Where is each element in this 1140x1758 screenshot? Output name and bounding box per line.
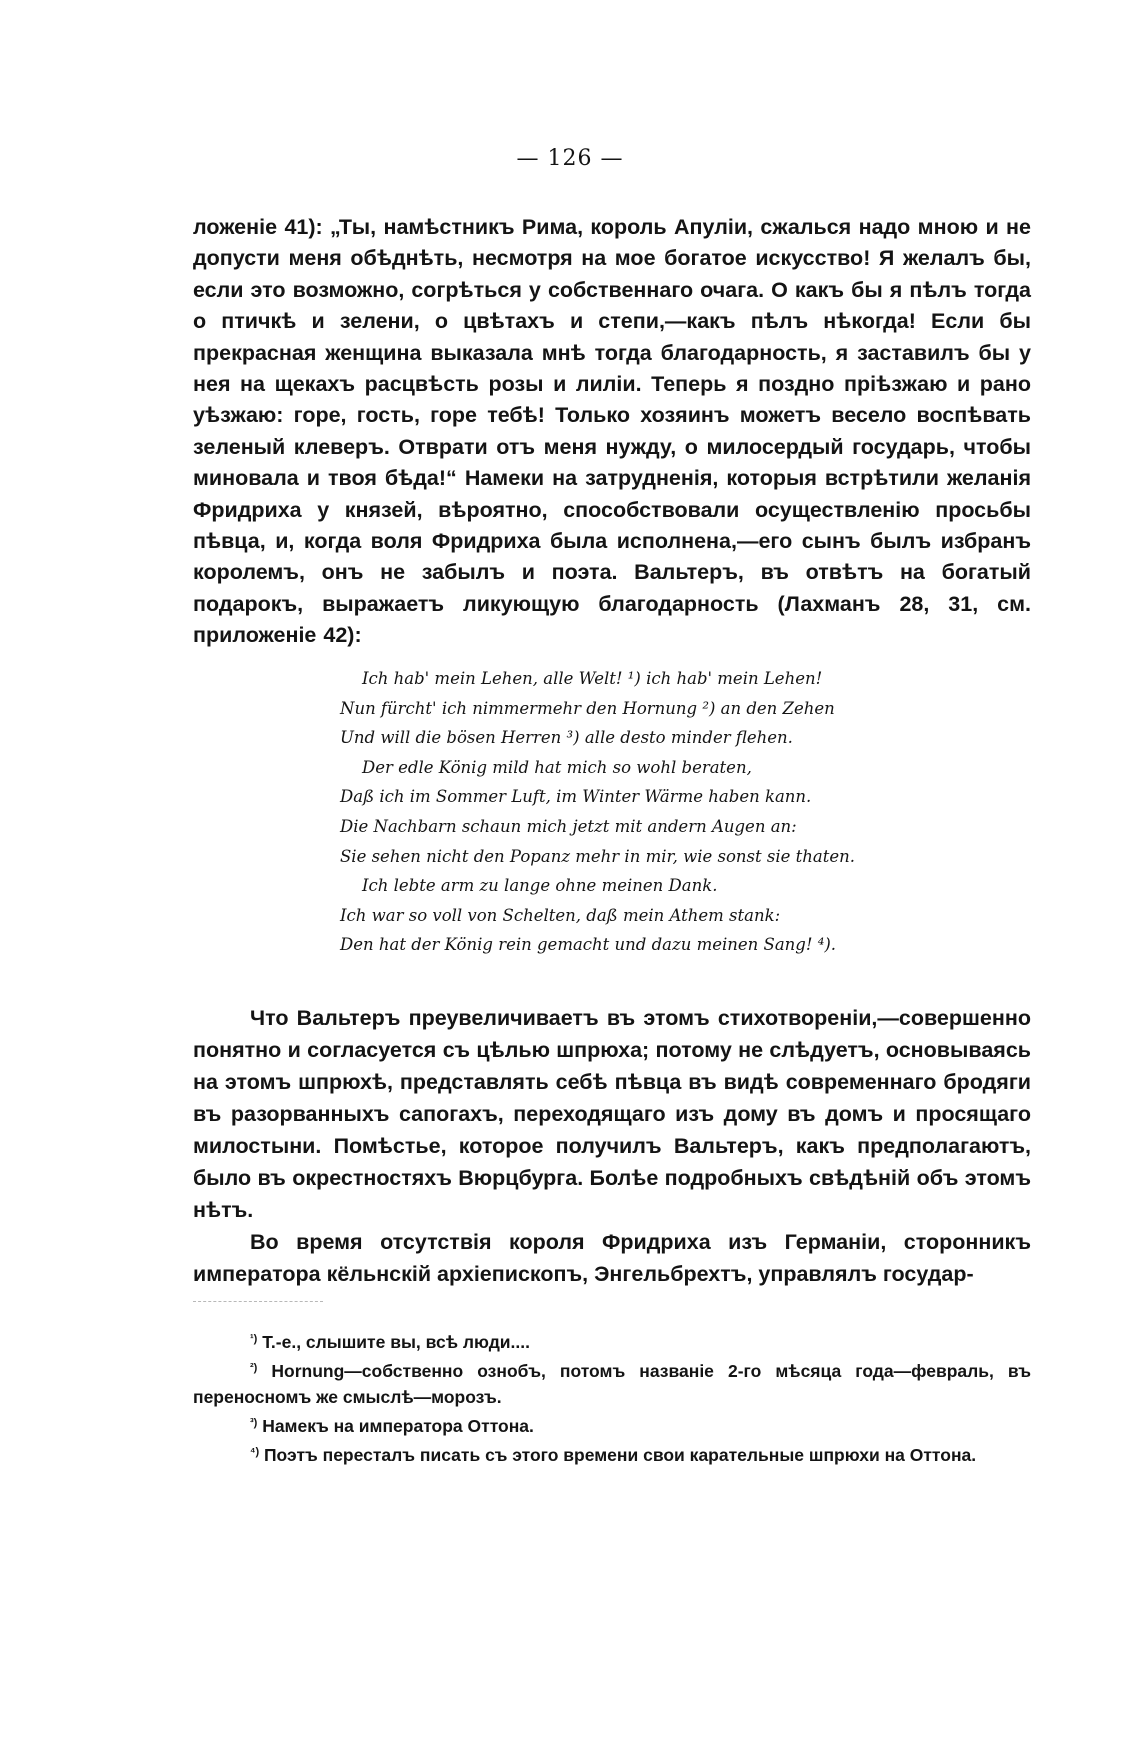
footnote-text: Hornung—собственно ознобъ, потомъ названіе 2-го мѣсяца года—февраль, въ переносномъ же смыслѣ—морозъ.: [193, 1361, 1031, 1407]
footnote-text: Т.-е., слышите вы, всѣ люди....: [257, 1332, 531, 1352]
main-paragraph: [193, 212, 1031, 652]
poem-line: Nun fürcht' ich nimmermehr den Hornung ²) an den Zehen: [340, 698, 835, 718]
poem-line: Der edle König mild hat mich so wohl beraten,: [362, 757, 752, 777]
paragraph-text: ложеніе 41): „Ты, намѣстникъ Рима, король Апуліи, сжалься надо мною и не допусти меня обѣднѣть, несмотря на мое богатое искусство! Я желалъ бы, если это возможно, согрѣться у собственнаго очага. О какъ бы я пѣлъ тогда о птичкѣ и зелени, о цвѣтахъ и степи,—какъ пѣлъ нѣкогда! Если бы прекрасная женщина выказала мнѣ тогда благодарность, я заставилъ бы у нея на щекахъ расцвѣсть розы и лиліи. Теперь я поздно пріѣзжаю и рано уѣзжаю: горе, гость, горе тебѣ! Только хозяинъ можетъ весело воспѣвать зеленый клеверъ. Отврати отъ меня нужду, о милосердый государь, чтобы миновала и твоя бѣда!“ Намеки на затрудненія, которыя встрѣтили желанія Фридриха у князей, вѣроятно, способствовали осуществленію просьбы пѣвца, и, когда воля Фридриха была исполнена,—его сынъ былъ избранъ королемъ, онъ не забылъ и поэта. Вальтеръ, въ отвѣтъ на богатый подарокъ, выражаетъ ликующую благодарность (Лахманъ 28, 31, см. приложеніе 42):: [193, 215, 1031, 648]
footnote: [193, 1410, 1031, 1439]
poem-line: Die Nachbarn schaun mich jetzt mit andern Augen an:: [340, 816, 797, 836]
footnotes: [193, 1326, 1031, 1468]
footnote: [193, 1326, 1031, 1355]
poem-line: Daß ich im Sommer Luft, im Winter Wärme haben kann.: [340, 787, 812, 807]
poem-line: Ich lebte arm zu lange ohne meinen Dank.: [362, 876, 718, 896]
footnote: [193, 1355, 1031, 1410]
commentary: [193, 1002, 1031, 1290]
footnote-text: Намекъ на императора Оттона.: [257, 1416, 534, 1436]
footnote-mark: ³): [250, 1417, 258, 1429]
poem-line: Ich war so voll von Schelten, daß mein Athem stank:: [340, 905, 781, 925]
page-number: — 126 —: [516, 146, 624, 171]
footnote-divider: [193, 1301, 323, 1303]
paragraph-text: Что Вальтеръ преувеличиваетъ въ этомъ стихотвореніи,—совершенно понятно и согласуется съ цѣлью шпрюха; потому не слѣдуетъ, основываясь на этомъ шпрюхѣ, представлять себѣ пѣвца въ видѣ современнаго бродяги въ разорванныхъ сапогахъ, переходящаго изъ дому въ домъ и просящаго милостыни. Помѣстье, которое получилъ Вальтеръ, какъ предполагаютъ, было въ окрестностяхъ Вюрцбурга. Болѣе подробныхъ свѣдѣній объ этомъ нѣтъ.: [193, 1006, 1031, 1222]
poem-line: Den hat der König rein gemacht und dazu meinen Sang! ⁴).: [340, 935, 837, 955]
footnote-mark: ⁴): [250, 1446, 260, 1458]
poem-line: Ich hab' mein Lehen, alle Welt! ¹) ich hab' mein Lehen!: [362, 669, 823, 688]
footnote-mark: ²): [250, 1362, 258, 1374]
german-poem: [340, 664, 1000, 960]
footnote: [193, 1439, 1031, 1468]
poem-line: Und will die bösen Herren ³) alle desto minder flehen.: [340, 728, 793, 748]
footnote-mark: ¹): [250, 1333, 258, 1345]
footnote-text: Поэтъ пересталъ писать съ этого времени свои карательные шпрюхи на Оттона.: [259, 1445, 977, 1465]
poem-line: Sie sehen nicht den Popanz mehr in mir, wie sonst sie thaten.: [340, 846, 855, 866]
paragraph-text: Во время отсутствія короля Фридриха изъ Германіи, сторонникъ императора кёльнскій архіепископъ, Энгельбрехтъ, управлялъ государ-: [193, 1230, 1031, 1286]
